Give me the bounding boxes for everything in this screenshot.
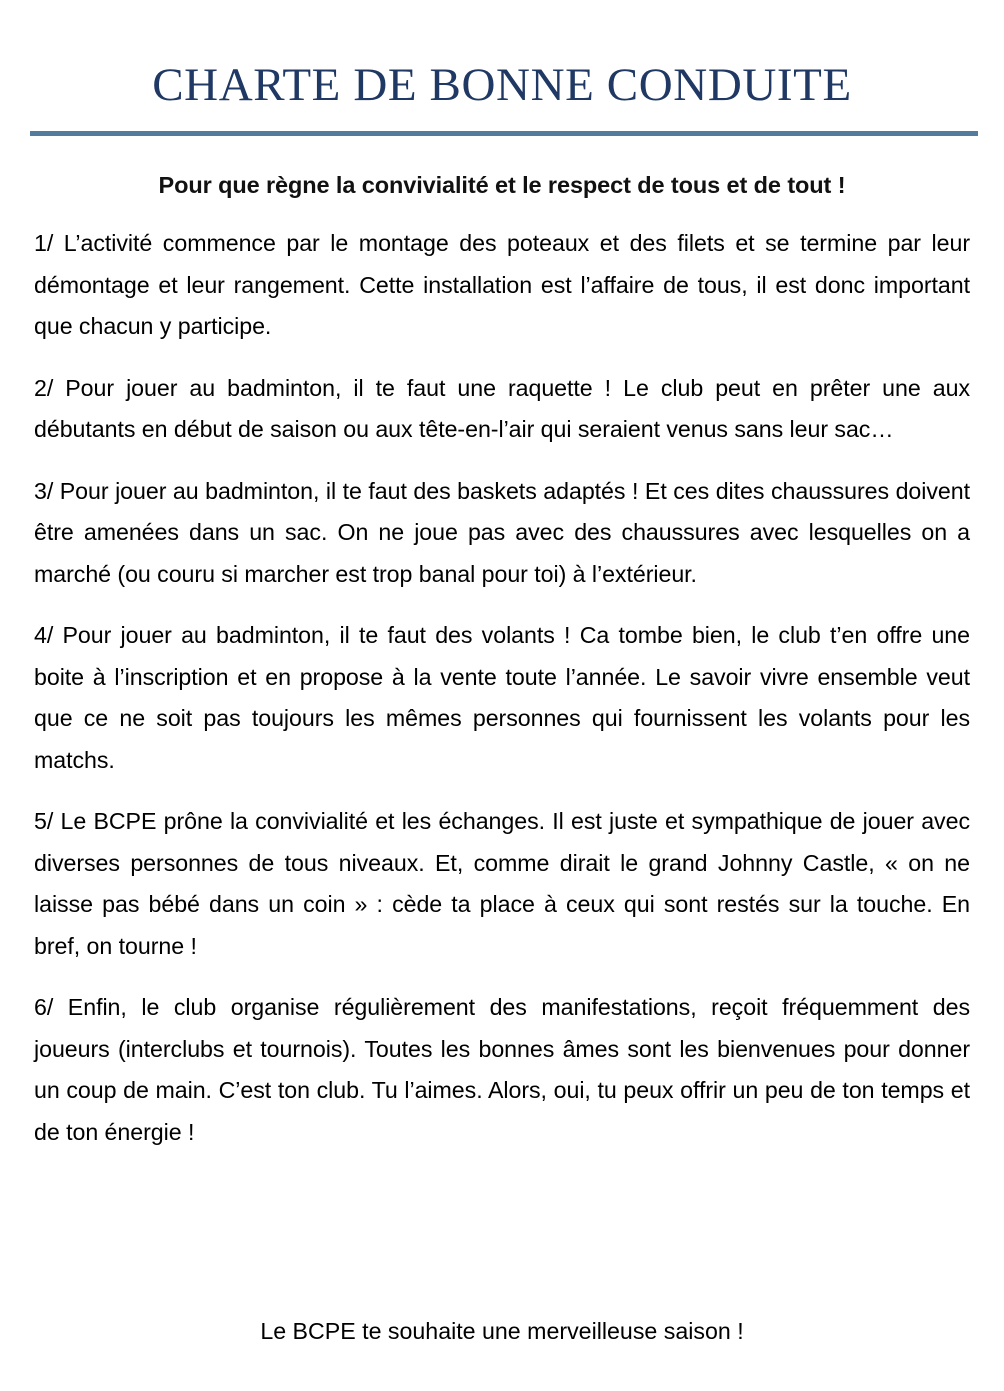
rule-item-3: 3/ Pour jouer au badminton, il te faut des baskets adaptés ! Et ces dites chaussures doivent être amenées dans un sac. On ne joue pas avec des chaussures avec lesquelles on a marché (ou couru si marcher est trop banal pour toi) à l’extérieur. (34, 477, 970, 587)
page-title: CHARTE DE BONNE CONDUITE (152, 59, 852, 111)
rule-item-6: 6/ Enfin, le club organise régulièrement des manifestations, reçoit fréquemment des joueurs (interclubs et tournois). Toutes les bonnes âmes sont les bienvenues pour donner un coup de main. C’est ton club. Tu l’aimes. Alors, oui, tu peux offrir un peu de ton temps et de ton énergie ! (34, 994, 970, 1145)
rule-item-4: 4/ Pour jouer au badminton, il te faut des volants ! Ca tombe bien, le club t’en offre une boite à l’inscription et en propose à la vente toute l’année. Le savoir vivre ensemble veut que ce ne soit pas toujours les mêmes personnes qui fournissent les volants pour les matchs. (34, 622, 970, 773)
document-footer: Le BCPE te souhaite une merveilleuse saison ! (260, 1318, 744, 1344)
rules-list (30, 199, 974, 1153)
rule-item-2: 2/ Pour jouer au badminton, il te faut une raquette ! Le club peut en prêter une aux débutants en début de saison ou aux tête-en-l’air qui seraient venus sans leur sac… (34, 374, 970, 443)
document-subtitle: Pour que règne la convivialité et le respect de tous et de tout ! (158, 172, 846, 198)
rule-item-5: 5/ Le BCPE prône la convivialité et les échanges. Il est juste et sympathique de jouer avec diverses personnes de tous niveaux. Et, comme dirait le grand Johnny Castle, « on ne laisse pas bébé dans un coin » : cède ta place à ceux qui sont restés sur la touche. En bref, on tourne ! (34, 808, 970, 959)
rule-item-1: 1/ L’activité commence par le montage des poteaux et des filets et se termine par leur démontage et leur rangement. Cette installation est l’affaire de tous, il est donc important que chacun y participe. (34, 230, 970, 340)
